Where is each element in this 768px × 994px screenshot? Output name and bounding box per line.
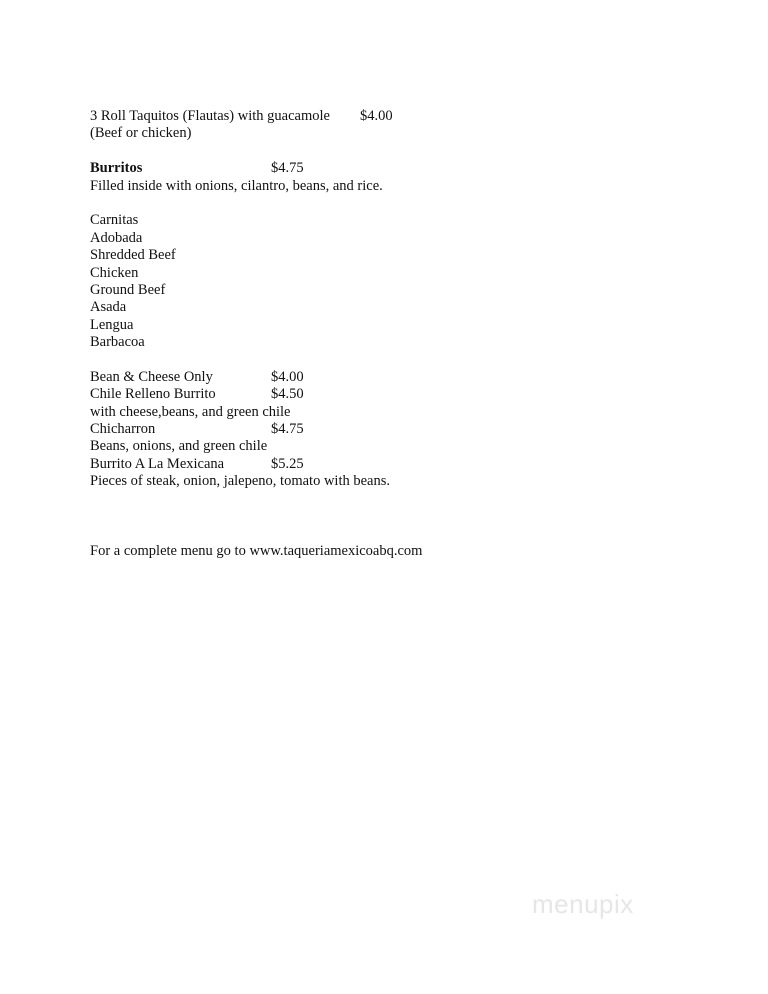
burrito-fillings-list	[90, 212, 710, 351]
taquitos-item	[90, 108, 710, 125]
burritos-price: $4.75	[271, 160, 304, 177]
spacer	[90, 491, 710, 543]
filling-item: Chicken	[90, 264, 139, 281]
burritos-description: Filled inside with onions, cilantro, beans, and rice.	[90, 177, 383, 194]
spacer	[90, 143, 710, 160]
special-item	[90, 421, 710, 438]
special-note: with cheese,beans, and green chile	[90, 403, 291, 420]
spacer	[90, 351, 710, 368]
burritos-heading-row	[90, 160, 710, 177]
special-item	[90, 386, 710, 403]
special-name: Burrito A La Mexicana	[90, 455, 225, 472]
menu-content	[90, 108, 710, 560]
menupix-watermark: menupix	[532, 889, 634, 919]
special-item	[90, 369, 710, 386]
special-note: Beans, onions, and green chile	[90, 438, 268, 455]
footer-menu-link-text: For a complete menu go to www.taqueriamexicoabq.com	[90, 542, 423, 559]
special-price: $4.50	[271, 386, 304, 403]
special-item	[90, 456, 710, 473]
filling-item: Barbacoa	[90, 334, 145, 351]
taquitos-name: 3 Roll Taquitos (Flautas) with guacamole	[90, 108, 330, 124]
spacer	[90, 195, 710, 212]
filling-item: Lengua	[90, 316, 134, 333]
filling-item: Adobada	[90, 229, 143, 246]
special-price: $5.25	[271, 455, 304, 472]
filling-item: Carnitas	[90, 212, 139, 229]
filling-item: Shredded Beef	[90, 247, 176, 264]
specials-list	[90, 369, 710, 491]
special-price: $4.00	[271, 368, 304, 385]
special-name: Chile Relleno Burrito	[90, 386, 216, 403]
taquitos-price: $4.00	[360, 108, 393, 124]
special-note: Pieces of steak, onion, jalepeno, tomato with beans.	[90, 473, 390, 490]
burritos-heading: Burritos	[90, 160, 143, 177]
filling-item: Ground Beef	[90, 281, 166, 298]
special-name: Chicharron	[90, 421, 156, 438]
filling-item: Asada	[90, 299, 127, 316]
special-price: $4.75	[271, 421, 304, 438]
taquitos-note: (Beef or chicken)	[90, 125, 192, 142]
special-name: Bean & Cheese Only	[90, 368, 213, 385]
